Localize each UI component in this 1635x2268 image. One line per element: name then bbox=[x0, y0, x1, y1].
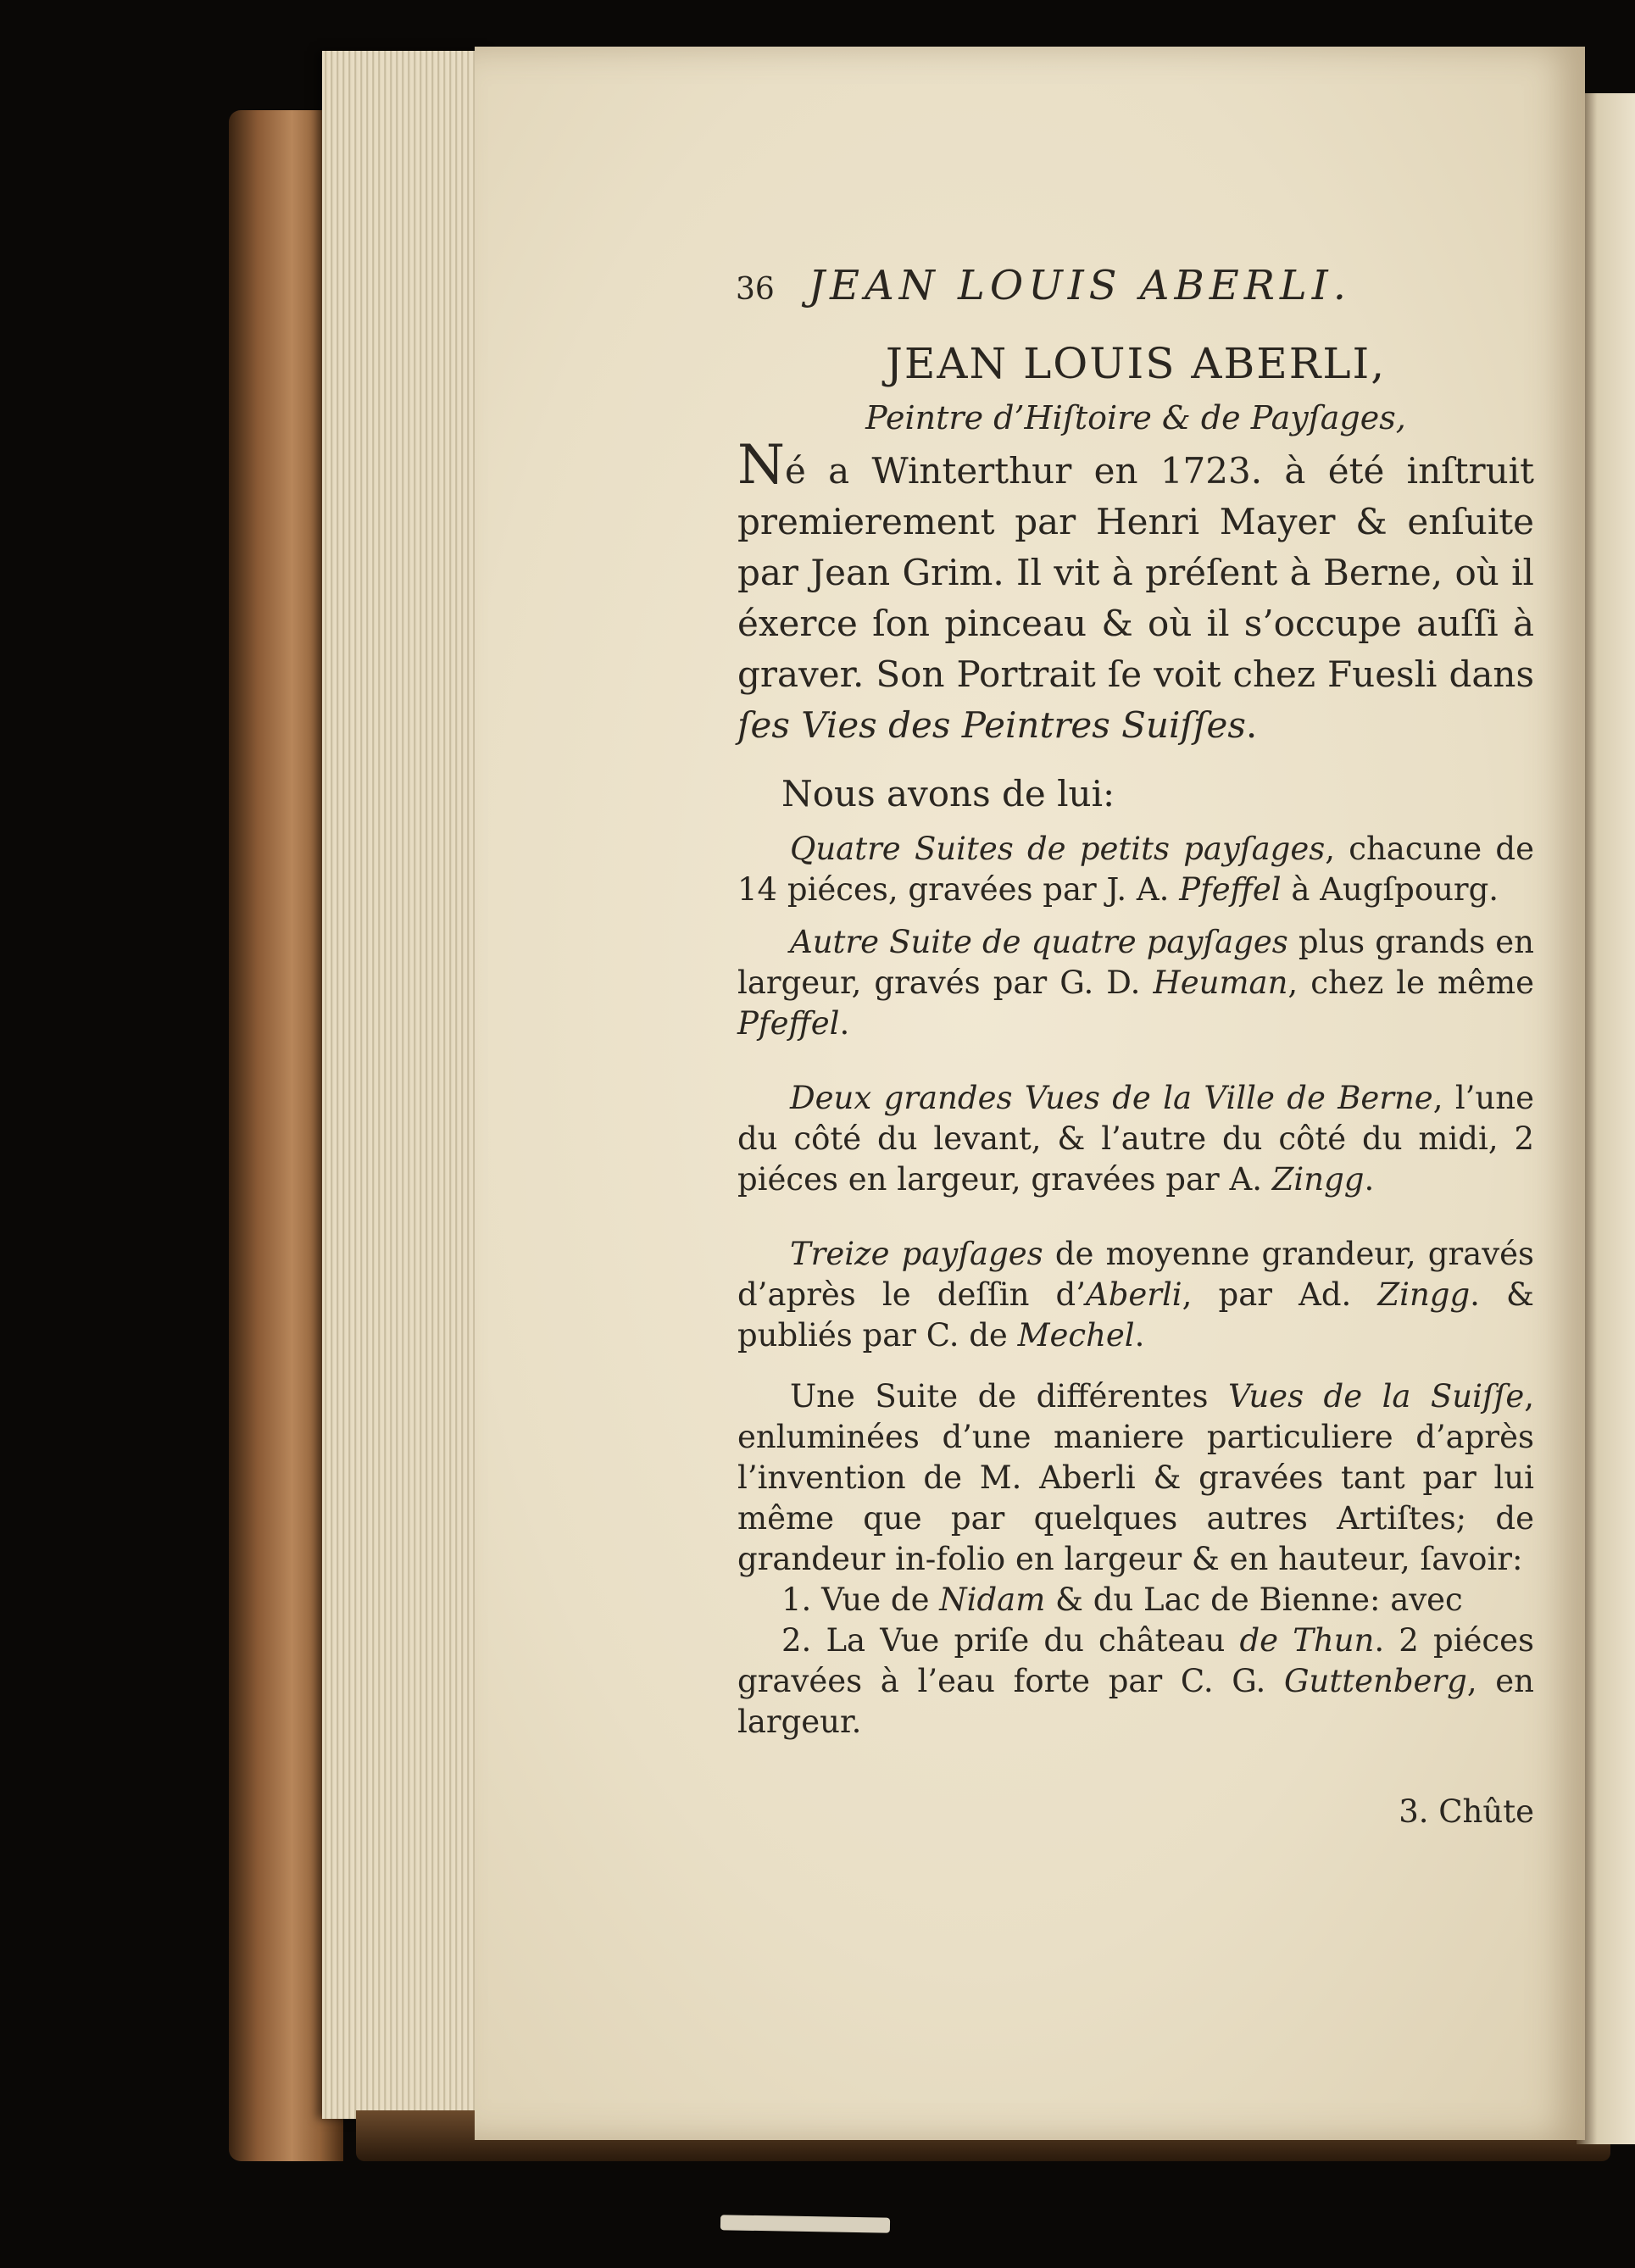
catalog-entry: Treize payſages de moyenne grandeur, gravés d’après le deſſin d’Aberli, par Ad. Zingg. & publiés par C. de Mechel. bbox=[737, 1236, 1534, 1354]
numbered-item: 1. Vue de Nidam & du Lac de Bienne: avec bbox=[781, 1581, 1463, 1618]
catalog-entry: Deux grandes Vues de la Ville de Berne, l’une du côté du levant, & l’autre du côté du midi, 2 piéces en largeur, gravées par A. Zingg. bbox=[737, 1080, 1534, 1198]
page-edges bbox=[322, 51, 492, 2119]
entry-subtitle: Peintre d’Hiſtoire & de Payſages, bbox=[865, 399, 1406, 436]
numbered-item: 2. La Vue priſe du château de Thun. 2 piéces gravées à l’eau forte par C. G. Guttenberg, en largeur. bbox=[737, 1622, 1534, 1740]
page-text bbox=[737, 263, 1534, 1835]
biography-paragraph: Né a Winterthur en 1723. à été inſtruit premierement par Henri Mayer & enſuite par Jean Grim. Il vit à préſent à Berne, où il éxerce ſon pinceau & où il s’occupe auſſi à graver. Son Portrait ſe voit chez Fuesli dans ſes Vies des Peintres Suiſſes. bbox=[737, 434, 1534, 746]
section-heading: Nous avons de lui: bbox=[781, 773, 1115, 814]
facing-page-edge bbox=[1577, 93, 1635, 2144]
running-head bbox=[736, 263, 1534, 322]
paper-scrap bbox=[720, 2215, 890, 2232]
page-number: 36 bbox=[736, 272, 775, 307]
drop-cap: N bbox=[737, 434, 785, 497]
suite-paragraph: Une Suite de différentes Vues de la Suiſſe, enluminées d’une maniere particuliere d’après l’invention de M. Aberli & gravées tant par lui même que par quelques autres Artiſtes; de grandeur in-folio en largeur & en hauteur, ſavoir: bbox=[737, 1378, 1534, 1577]
catalog-entry: Quatre Suites de petits payſages, chacune de 14 piéces, gravées par J. A. Pfeffel à Augſpourg. bbox=[737, 831, 1534, 908]
entry-title: JEAN LOUIS ABERLI, bbox=[885, 339, 1387, 388]
running-head-title: JEAN LOUIS ABERLI. bbox=[808, 262, 1352, 309]
catalog-entry: Autre Suite de quatre payſages plus grands en largeur, gravés par G. D. Heuman, chez le même Pfeffel. bbox=[737, 924, 1535, 1042]
catchword: 3. Chûte bbox=[1399, 1793, 1534, 1830]
